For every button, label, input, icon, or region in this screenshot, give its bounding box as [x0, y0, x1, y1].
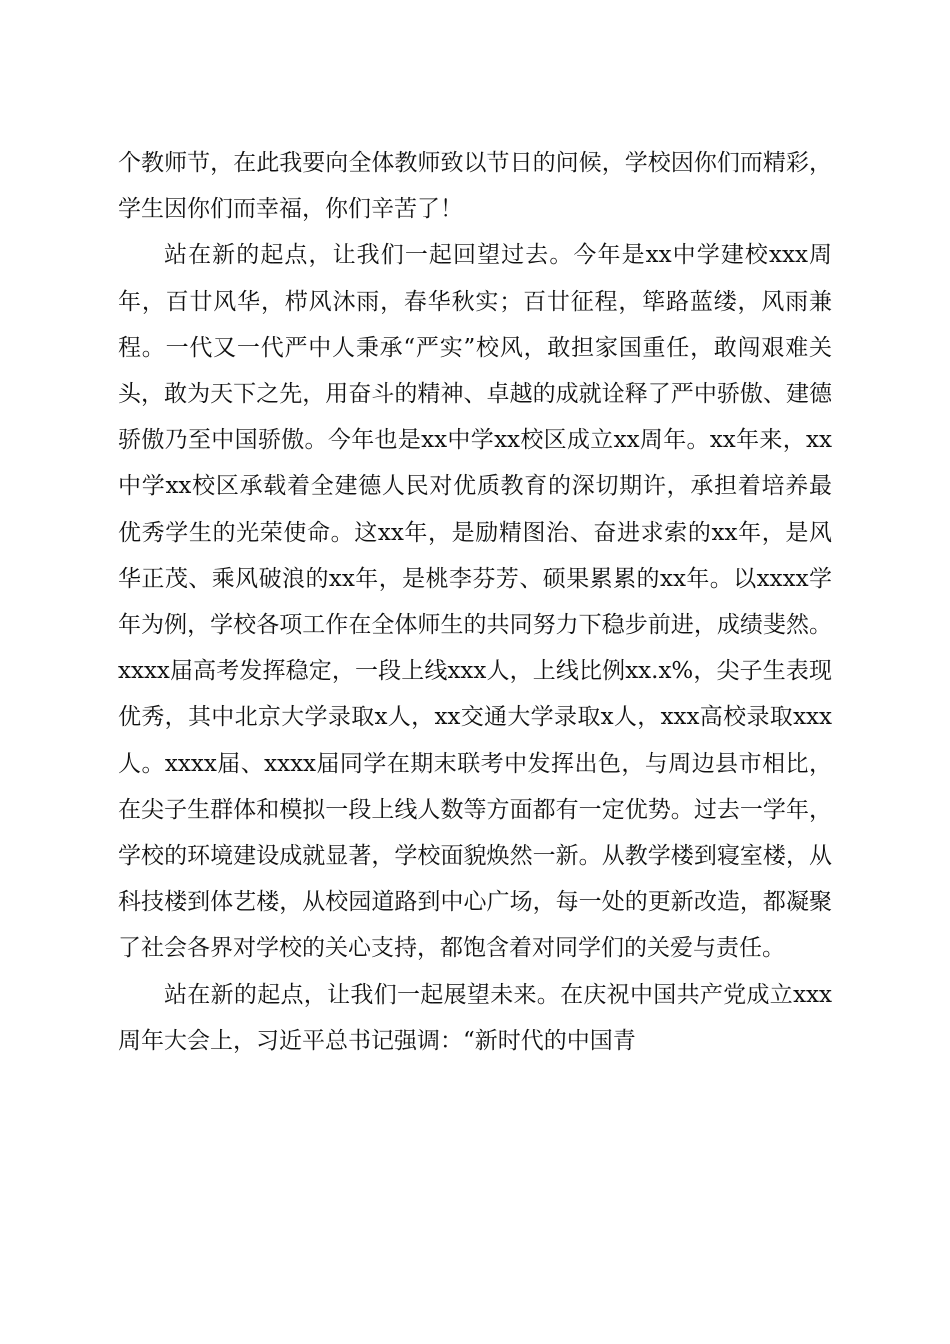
paragraph-greeting: 个教师节，在此我要向全体教师致以节日的问候，学校因你们而精彩，学生因你们而幸福，你们辛苦了！: [118, 150, 832, 223]
paragraph-look-ahead: 站在新的起点，让我们一起展望未来。在庆祝中国共产党成立xxx周年大会上，习近平总书记强调：“新时代的中国青: [118, 981, 832, 1054]
paragraph-review-past: 站在新的起点，让我们一起回望过去。今年是xx中学建校xxx周年，百廿风华，栉风沐雨，春华秋实；百廿征程，筚路蓝缕，风雨兼程。一代又一代严中人秉承“严实”校风，敢担家国重任，敢闯艰难关头，敢为天下之先，用奋斗的精神、卓越的成就诠释了严中骄傲、建德骄傲乃至中国骄傲。今年也是xx中学xx校区成立xx周年。xx年来，xx中学xx校区承载着全建德人民对优质教育的深切期许，承担着培养最优秀学生的光荣使命。这xx年，是励精图治、奋进求索的xx年，是风华正茂、乘风破浪的xx年，是桃李芬芳、硕果累累的xx年。以xxxx学年为例，学校各项工作在全体师生的共同努力下稳步前进，成绩斐然。xxxx届高考发挥稳定，一段上线xxx人，上线比例xx.x%，尖子生表现优秀，其中北京大学录取x人，xx交通大学录取x人，xxx高校录取xxx人。xxxx届、xxxx届同学在期末联考中发挥出色，与周边县市相比，在尖子生群体和模拟一段上线人数等方面都有一定优势。过去一学年，学校的环境建设成就显著，学校面貌焕然一新。从教学楼到寝室楼，从科技楼到体艺楼，从校园道路到中心广场，每一处的更新改造，都凝聚了社会各界对学校的关心支持，都饱含着对同学们的关爱与责任。: [118, 242, 832, 962]
document-body: [118, 140, 832, 1064]
